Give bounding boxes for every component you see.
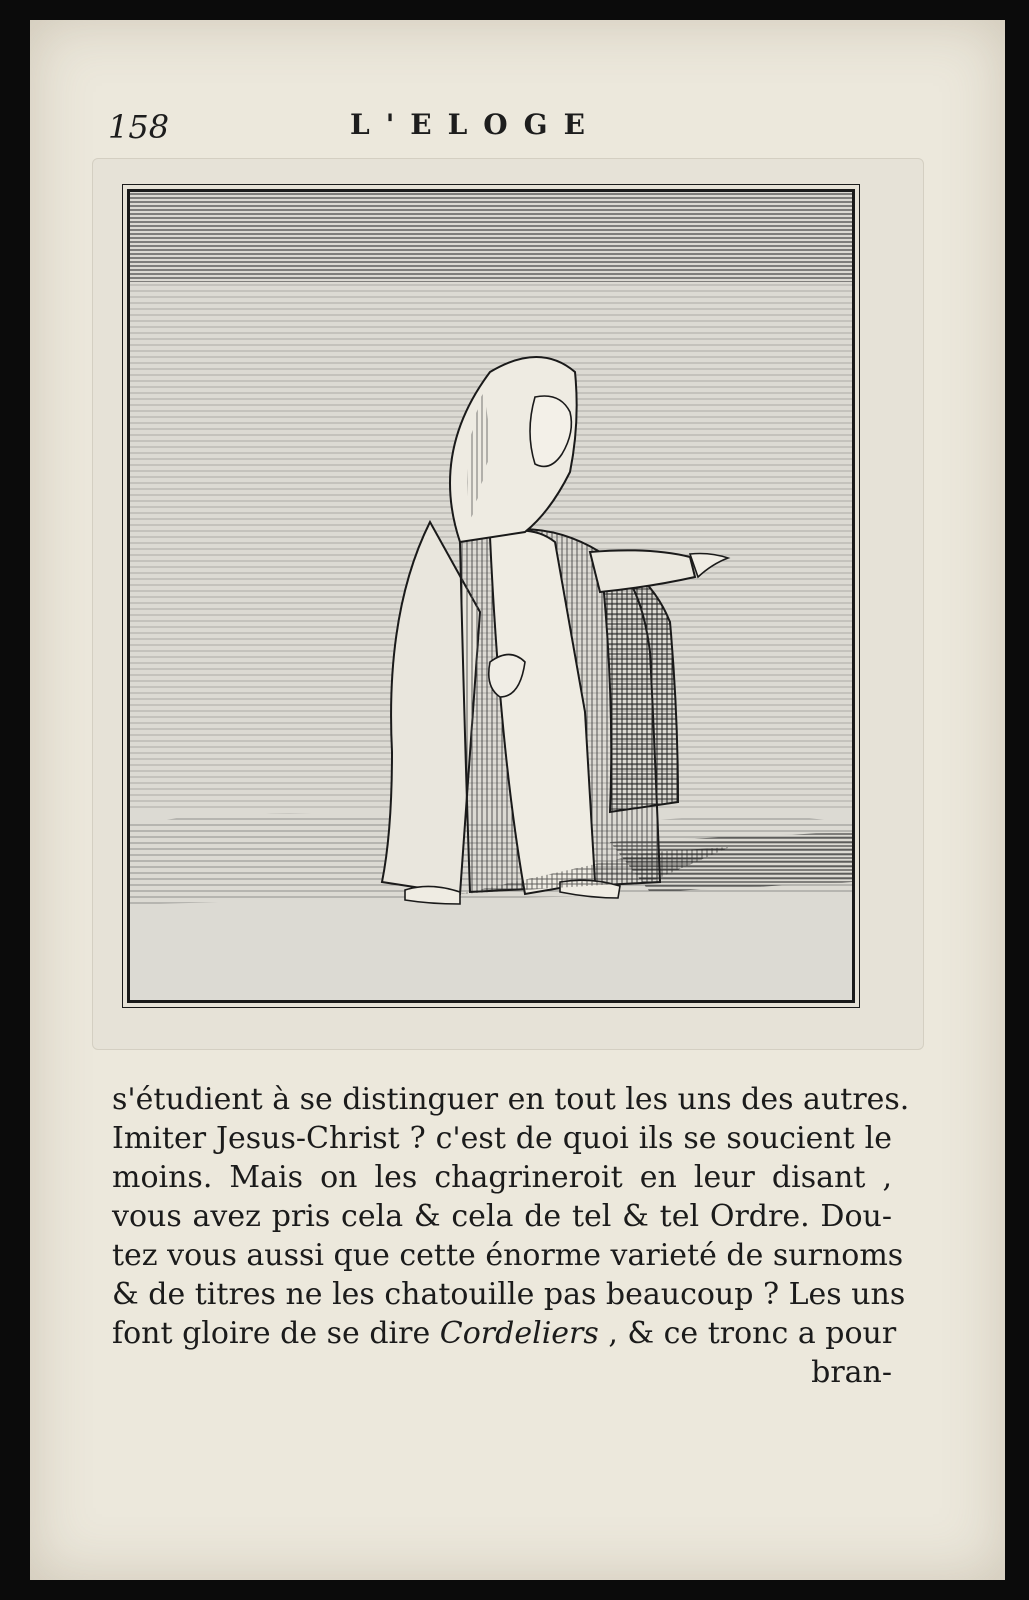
text-line-7	[112, 1314, 897, 1353]
page-number: 158	[108, 108, 170, 146]
cordeliers-italic: Cordeliers	[439, 1316, 599, 1351]
engraving-frame	[127, 189, 855, 1003]
text-line-3: moins. Mais on les chagrineroit en leur disant ,	[112, 1160, 892, 1195]
running-title: L'ELOGE	[350, 108, 601, 141]
text-line-4: vous avez pris cela & cela de tel & tel Ordre. Dou-	[112, 1199, 892, 1234]
text-line-1: s'étudient à se distinguer en tout les uns des autres.	[112, 1082, 910, 1117]
text-line-5: tez vous aussi que cette énorme varieté de surnoms	[112, 1238, 904, 1273]
text-line-6: & de titres ne les chatouille pas beaucoup ? Les uns	[112, 1277, 906, 1312]
page-sheet	[30, 20, 1005, 1580]
text-line-7-start: font gloire de se dire	[112, 1316, 440, 1351]
engraving-plate	[92, 158, 924, 1050]
text-line-2: Imiter Jesus-Christ ? c'est de quoi ils se soucient le	[112, 1121, 892, 1156]
catchword: bran-	[811, 1355, 892, 1390]
page-header	[30, 108, 1005, 148]
monk-engraving	[130, 192, 852, 1000]
body-text	[112, 1080, 910, 1392]
text-line-7-end: , & ce tronc a pour	[598, 1316, 897, 1351]
